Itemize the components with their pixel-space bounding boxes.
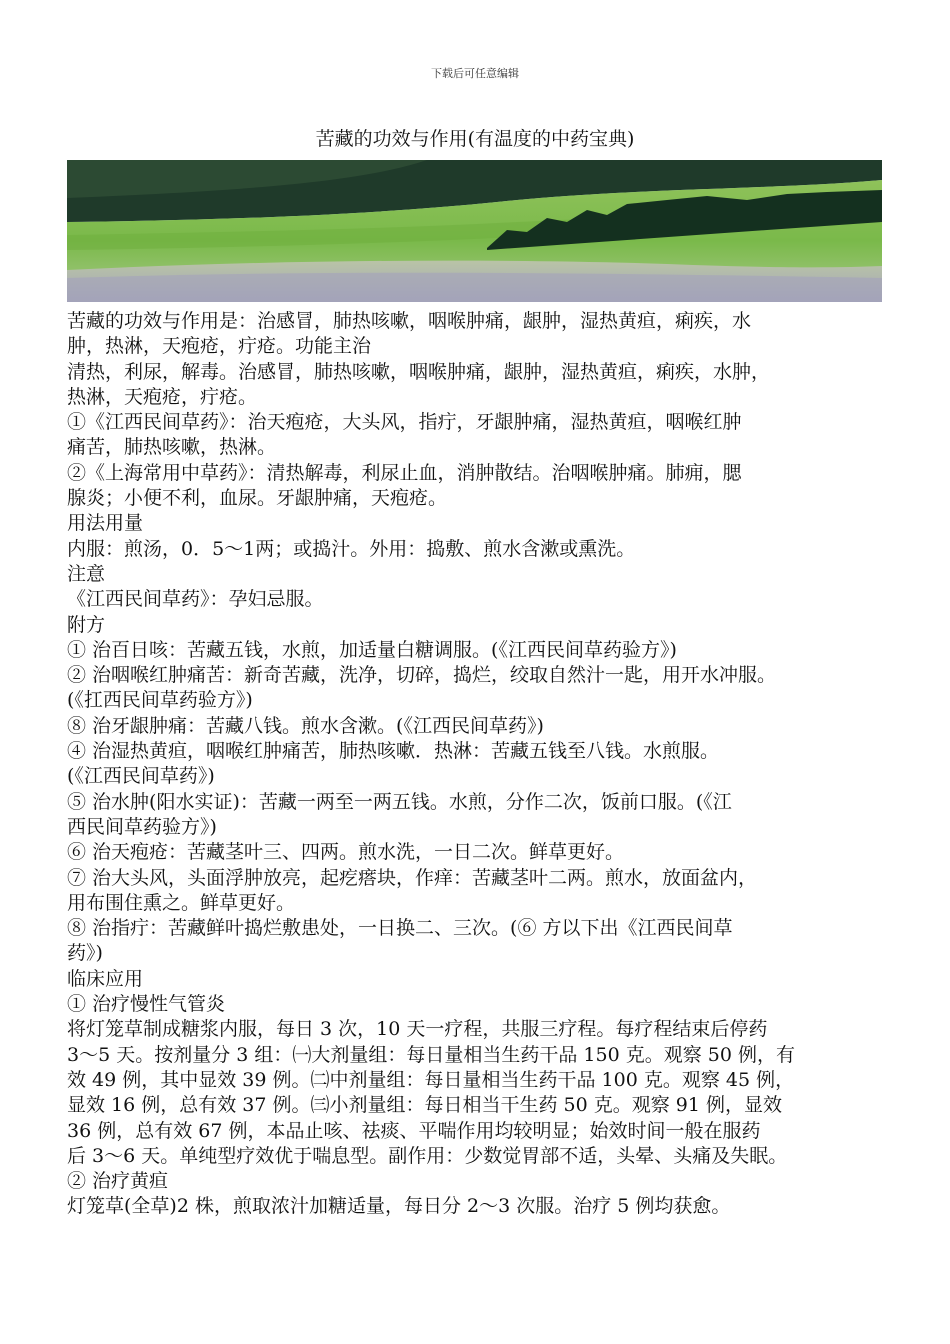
- section-heading-clinical: 临床应用: [67, 967, 144, 990]
- text-line: 显效 16 例，总有效 37 例。㈢小剂量组：每日相当干生药 50 克。观察 91 例，显效: [67, 1094, 783, 1117]
- text-line: ⑤ 治水肿(阳水实证)：苦藏一两至一两五钱。水煎，分作二次，饭前口服。(《江: [67, 790, 732, 813]
- text-line: 3～5 天。按剂量分 3 组：㈠大剂量组：每日量相当生药干品 150 克。观察 50 例，有: [67, 1043, 795, 1066]
- landscape-photo: [67, 160, 882, 302]
- text-line: ①《江西民间草药》：治天疱疮，大头风，指疔，牙龈肿痛，湿热黄疸，咽喉红肿: [67, 411, 742, 434]
- text-line: 内服：煎汤，0．5～1两；或捣汁。外用：捣敷、煎水含漱或熏洗。: [67, 537, 636, 560]
- text-line: ② 治疗黄疸: [67, 1170, 169, 1193]
- text-line: ⑧ 治指疔：苦藏鲜叶捣烂敷患处，一日换二、三次。(⑥ 方以下出《江西民间草: [67, 917, 733, 940]
- text-line: 痛苦，肺热咳嗽，热淋。: [67, 436, 277, 459]
- section-heading-prescriptions: 附方: [67, 613, 106, 636]
- article-body: [67, 309, 889, 1220]
- text-line: 《江西民间草药》：孕妇忌服。: [67, 588, 324, 611]
- text-line: 后 3～6 天。单纯型疗效优于喘息型。副作用：少数觉胃部不适，头晕、头痛及失眠。: [67, 1144, 788, 1167]
- text-line: 清热，利尿，解毒。治感冒，肺热咳嗽，咽喉肿痛，龈肿，湿热黄疸，痢疾，水肿，: [67, 360, 771, 383]
- text-line: 效 49 例，其中显效 39 例。㈡中剂量组：每日量相当生药干品 100 克。观察 45 例，: [67, 1068, 795, 1091]
- text-line: ⑧ 治牙龈肿痛：苦藏八钱。煎水含漱。(《江西民间草药》): [67, 714, 544, 737]
- text-line: 药》): [67, 942, 103, 965]
- document-title: 苦藏的功效与作用(有温度的中药宝典): [315, 128, 635, 150]
- text-line: ⑥ 治天疱疮：苦藏茎叶三、四两。煎水洗，一日二次。鲜草更好。: [67, 841, 625, 864]
- text-line: ⑦ 治大头风，头面浮肿放亮，起疙瘩块，作痒：苦藏茎叶二两。煎水，放面盆内，: [67, 866, 758, 889]
- text-line: 热淋，天疱疮，疔疮。: [67, 385, 258, 408]
- text-line: (《扛西民间草药验方》): [67, 689, 253, 712]
- text-line: ① 治百日咳：苦藏五钱，水煎，加适量白糖调服。(《江西民间草药验方》): [67, 638, 677, 661]
- text-line: 腺炎；小便不利，血尿。牙龈肿痛，天疱疮。: [67, 487, 448, 510]
- text-line: 36 例，总有效 67 例，本品止咳、祛痰、平喘作用均较明显；始效时间一般在服药: [67, 1119, 761, 1142]
- section-heading-caution: 注意: [67, 562, 106, 585]
- text-line: 灯笼草(全草)2 株，煎取浓汁加糖适量，每日分 2～3 次服。治疗 5 例均获愈。: [67, 1195, 731, 1218]
- text-line: ②《上海常用中草药》：清热解毒，利尿止血，消肿散结。治咽喉肿痛。肺痈，腮: [67, 461, 742, 484]
- page-header-note: 下载后可任意编辑: [431, 67, 519, 80]
- text-line: (《江西民间草药》): [67, 765, 215, 788]
- text-line: 将灯笼草制成糖浆内服，每日 3 次，10 天一疗程，共服三疗程。每疗程结束后停药: [67, 1018, 768, 1041]
- text-line: 西民间草药验方》): [67, 815, 217, 838]
- text-line: 用布围住熏之。鲜草更好。: [67, 891, 296, 914]
- text-line: ④ 治湿热黄疸，咽喉红肿痛苦，肺热咳嗽．热淋：苦藏五钱至八钱。水煎服。: [67, 740, 720, 763]
- text-line: ① 治疗慢性气管炎: [67, 993, 226, 1016]
- section-heading-usage: 用法用量: [67, 512, 144, 535]
- text-line: 苦藏的功效与作用是：治感冒，肺热咳嗽，咽喉肿痛，龈肿，湿热黄疸，痢疾，水: [67, 310, 752, 332]
- text-line: ② 治咽喉红肿痛苦：新奇苦藏，洗净，切碎，捣烂，绞取自然汁一匙，用开水冲服。: [67, 664, 777, 687]
- text-line: 肿，热淋，天疱疮，疔疮。功能主治: [67, 335, 372, 358]
